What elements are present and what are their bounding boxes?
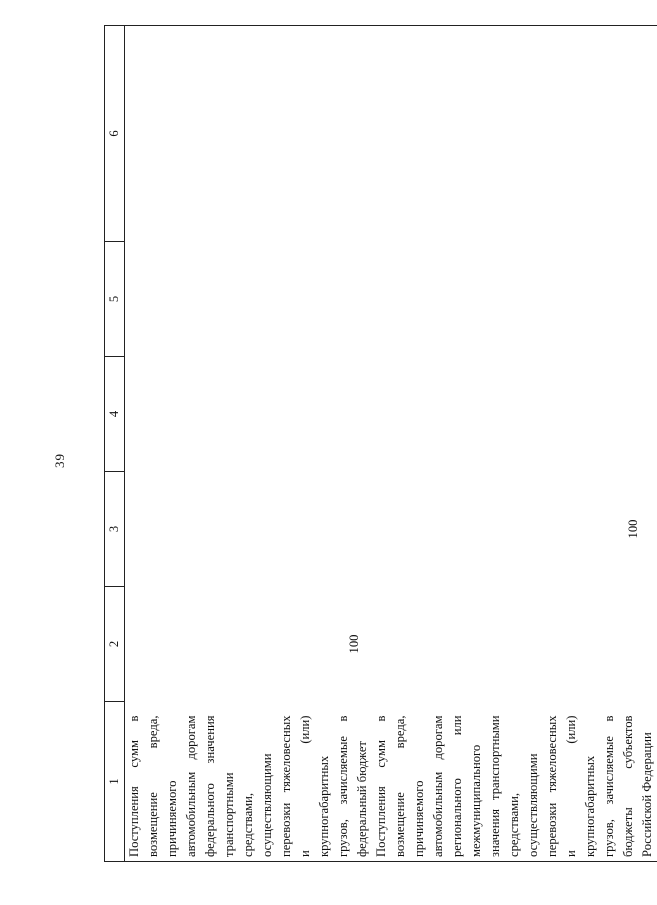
header-col-2: 2 xyxy=(105,587,125,702)
row-value-col-5 xyxy=(372,242,657,357)
row-value-col-4 xyxy=(125,357,373,472)
header-col-5: 5 xyxy=(105,242,125,357)
header-col-1: 1 xyxy=(105,702,125,862)
row-value-col-3: 100 xyxy=(626,519,640,539)
row-value-col-3 xyxy=(125,472,373,587)
table-row xyxy=(125,26,373,862)
header-col-3: 3 xyxy=(105,472,125,587)
table-header-row xyxy=(105,26,125,862)
revenue-table xyxy=(104,25,657,862)
row-value-col-2 xyxy=(372,587,657,702)
page-number: 39 xyxy=(52,453,67,468)
row-value-col-6 xyxy=(125,26,373,242)
row-value-col-6 xyxy=(372,26,657,242)
header-col-6: 6 xyxy=(105,26,125,242)
row-value-col-2: 100 xyxy=(347,634,361,654)
row-value-col-5 xyxy=(125,242,373,357)
row-description: Поступления сумм в возмещение вреда, причиняемого автомобильным дорогам федерального значения транспортными средствами, осуществляющими перевозки тяжеловесных и (или) крупногабаритных грузов, зачисляемые в федеральный бюджет xyxy=(125,702,373,862)
row-description: Поступления сумм в возмещение вреда, причиняемого автомобильным дорогам регионального или межмуниципального значения транспортными средствами, осуществляющими перевозки тяжеловесных и (или) крупногабаритных грузов, зачисляемые в бюджеты субъектов Российской Федерации xyxy=(372,702,657,862)
row-value-col-4 xyxy=(372,357,657,472)
header-col-4: 4 xyxy=(105,357,125,472)
table-row xyxy=(372,26,657,862)
